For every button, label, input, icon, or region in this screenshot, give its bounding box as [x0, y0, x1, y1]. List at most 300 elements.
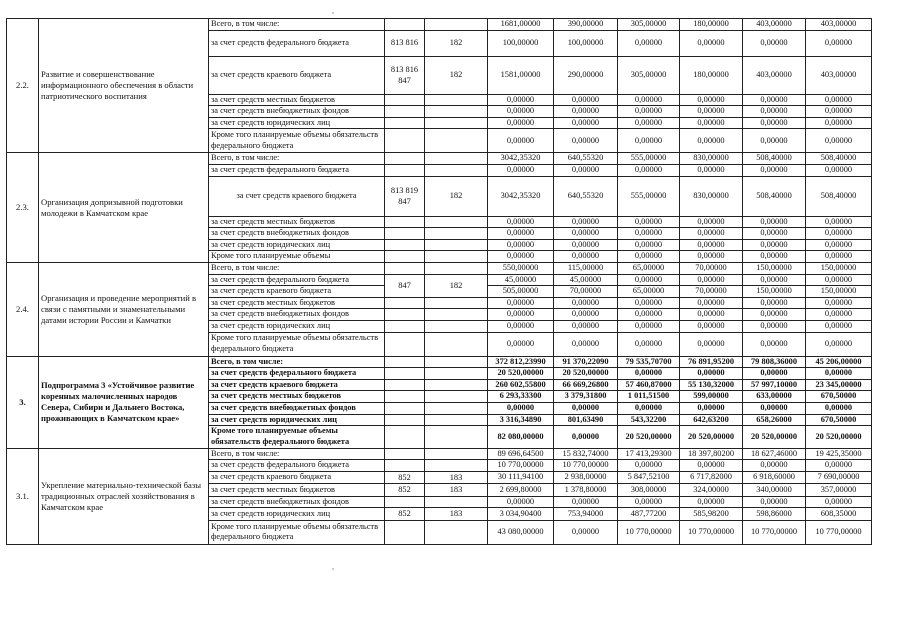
- amount-cell: 0,00000: [618, 496, 680, 508]
- amount-cell: 0,00000: [743, 297, 806, 309]
- table-row: [7, 262, 872, 274]
- program-code: 182: [425, 176, 488, 216]
- amount-cell: 7 690,00000: [806, 471, 872, 484]
- program-code: [425, 403, 488, 415]
- amount-cell: 0,00000: [618, 106, 680, 118]
- amount-cell: 0,00000: [618, 164, 680, 176]
- amount-cell: 6 293,33300: [488, 391, 554, 403]
- amount-cell: 0,00000: [618, 320, 680, 332]
- amount-cell: 0,00000: [618, 368, 680, 380]
- amount-cell: 0,00000: [743, 320, 806, 332]
- executor-code: [385, 520, 425, 544]
- amount-cell: 0,00000: [806, 94, 872, 106]
- program-code: 182: [425, 56, 488, 94]
- amount-cell: 0,00000: [554, 164, 618, 176]
- amount-cell: 18 397,80200: [680, 448, 743, 460]
- amount-cell: 0,00000: [680, 460, 743, 472]
- amount-cell: 20 520,00000: [806, 426, 872, 448]
- amount-cell: 6 918,60000: [743, 471, 806, 484]
- executor-code: [385, 164, 425, 176]
- funding-source: за счет средств внебюджетных фондов: [209, 496, 385, 508]
- amount-cell: 57 460,87000: [618, 379, 680, 391]
- measure-name: Развитие и совершенствование информационного обеспечения в области патриотического воспитания: [39, 19, 209, 153]
- amount-cell: 1 011,51500: [618, 391, 680, 403]
- executor-code: 852: [385, 484, 425, 497]
- amount-cell: 0,00000: [488, 297, 554, 309]
- amount-cell: 20 520,00000: [618, 426, 680, 448]
- funding-source: за счет средств федерального бюджета: [209, 274, 385, 286]
- row-number: 3.1.: [7, 448, 39, 544]
- executor-code: [385, 251, 425, 263]
- amount-cell: 0,00000: [806, 320, 872, 332]
- amount-cell: 0,00000: [554, 129, 618, 153]
- amount-cell: 66 669,26800: [554, 379, 618, 391]
- amount-cell: 403,00000: [806, 19, 872, 31]
- amount-cell: 508,40000: [806, 176, 872, 216]
- executor-code: [385, 426, 425, 448]
- executor-code: [385, 496, 425, 508]
- amount-cell: 505,00000: [488, 286, 554, 298]
- amount-cell: 1681,00000: [488, 19, 554, 31]
- amount-cell: 0,00000: [554, 520, 618, 544]
- executor-code: [385, 448, 425, 460]
- budget-table: [6, 18, 872, 545]
- amount-cell: 79 535,70700: [618, 356, 680, 368]
- amount-cell: 0,00000: [618, 297, 680, 309]
- amount-cell: 0,00000: [680, 164, 743, 176]
- executor-code: [385, 309, 425, 321]
- program-code: [425, 414, 488, 426]
- executor-code: [385, 356, 425, 368]
- amount-cell: 6 717,82000: [680, 471, 743, 484]
- amount-cell: 0,00000: [618, 94, 680, 106]
- funding-source: за счет средств внебюджетных фондов: [209, 228, 385, 240]
- amount-cell: 70,00000: [680, 286, 743, 298]
- amount-cell: 403,00000: [806, 56, 872, 94]
- amount-cell: 0,00000: [806, 460, 872, 472]
- funding-source: за счет средств федерального бюджета: [209, 164, 385, 176]
- amount-cell: 45,00000: [488, 274, 554, 286]
- amount-cell: 0,00000: [743, 216, 806, 228]
- measure-name: Подпрограмма 3 «Устойчивое развитие коренных малочисленных народов Севера, Сибири и Дальнего Востока, проживающих в Камчатском крае»: [39, 356, 209, 448]
- funding-source: за счет средств юридических лиц: [209, 117, 385, 129]
- program-code: [425, 368, 488, 380]
- program-code: [425, 216, 488, 228]
- amount-cell: 10 770,00000: [554, 460, 618, 472]
- amount-cell: 45 206,00000: [806, 356, 872, 368]
- amount-cell: 0,00000: [680, 129, 743, 153]
- executor-code: [385, 106, 425, 118]
- program-code: [425, 94, 488, 106]
- amount-cell: 0,00000: [743, 460, 806, 472]
- amount-cell: 670,50000: [806, 391, 872, 403]
- program-code: [425, 117, 488, 129]
- amount-cell: 0,00000: [618, 216, 680, 228]
- executor-code: [385, 391, 425, 403]
- amount-cell: 10 770,00000: [680, 520, 743, 544]
- amount-cell: 0,00000: [743, 309, 806, 321]
- amount-cell: 0,00000: [554, 228, 618, 240]
- amount-cell: 20 520,00000: [743, 426, 806, 448]
- amount-cell: 0,00000: [488, 239, 554, 251]
- amount-cell: 0,00000: [488, 129, 554, 153]
- amount-cell: 0,00000: [680, 251, 743, 263]
- program-code: [425, 356, 488, 368]
- punch-mark: [332, 12, 334, 14]
- program-code: 183: [425, 508, 488, 521]
- amount-cell: 608,35000: [806, 508, 872, 521]
- amount-cell: 753,94000: [554, 508, 618, 521]
- amount-cell: 305,00000: [618, 56, 680, 94]
- funding-source: за счет средств юридических лиц: [209, 320, 385, 332]
- amount-cell: 0,00000: [554, 216, 618, 228]
- amount-cell: 0,00000: [554, 251, 618, 263]
- funding-source: Всего, в том числе:: [209, 448, 385, 460]
- executor-code: [385, 153, 425, 165]
- amount-cell: 0,00000: [743, 117, 806, 129]
- amount-cell: 15 832,74000: [554, 448, 618, 460]
- amount-cell: 43 080,00000: [488, 520, 554, 544]
- funding-source: за счет средств юридических лиц: [209, 239, 385, 251]
- executor-code: [385, 320, 425, 332]
- amount-cell: 0,00000: [488, 94, 554, 106]
- amount-cell: 0,00000: [743, 251, 806, 263]
- amount-cell: 10 770,00000: [618, 520, 680, 544]
- amount-cell: 0,00000: [618, 309, 680, 321]
- amount-cell: 0,00000: [806, 274, 872, 286]
- amount-cell: 403,00000: [743, 56, 806, 94]
- program-code: [425, 460, 488, 472]
- funding-source: за счет средств юридических лиц: [209, 414, 385, 426]
- amount-cell: 0,00000: [743, 94, 806, 106]
- amount-cell: 0,00000: [680, 368, 743, 380]
- funding-source: за счет средств местных бюджетов: [209, 391, 385, 403]
- amount-cell: 1 378,80000: [554, 484, 618, 497]
- program-code: [425, 448, 488, 460]
- amount-cell: 30 111,94100: [488, 471, 554, 484]
- funding-source: Кроме того планируемые объемы обязательств федерального бюджета: [209, 332, 385, 356]
- funding-source: за счет средств внебюджетных фондов: [209, 309, 385, 321]
- program-code: [425, 391, 488, 403]
- amount-cell: 357,00000: [806, 484, 872, 497]
- amount-cell: 508,40000: [743, 176, 806, 216]
- amount-cell: 91 370,22090: [554, 356, 618, 368]
- amount-cell: 19 425,35000: [806, 448, 872, 460]
- row-number: 3.: [7, 356, 39, 448]
- amount-cell: 0,00000: [806, 117, 872, 129]
- amount-cell: 543,32200: [618, 414, 680, 426]
- executor-code: [385, 414, 425, 426]
- row-number: 2.4.: [7, 262, 39, 356]
- amount-cell: 2 938,00000: [554, 471, 618, 484]
- amount-cell: 0,00000: [554, 106, 618, 118]
- amount-cell: 670,50000: [806, 414, 872, 426]
- funding-source: Всего, в том числе:: [209, 153, 385, 165]
- amount-cell: 20 520,00000: [488, 368, 554, 380]
- program-code: 183: [425, 471, 488, 484]
- amount-cell: 0,00000: [618, 228, 680, 240]
- amount-cell: 0,00000: [680, 117, 743, 129]
- amount-cell: 70,00000: [680, 262, 743, 274]
- amount-cell: 0,00000: [680, 30, 743, 56]
- amount-cell: 0,00000: [806, 403, 872, 415]
- amount-cell: 0,00000: [554, 239, 618, 251]
- amount-cell: 82 080,00000: [488, 426, 554, 448]
- table-row: [7, 448, 872, 460]
- amount-cell: 0,00000: [806, 496, 872, 508]
- program-code: [425, 309, 488, 321]
- program-code: [425, 153, 488, 165]
- funding-source: Всего, в том числе:: [209, 356, 385, 368]
- funding-source: Кроме того планируемые объемы обязательств федерального бюджета: [209, 520, 385, 544]
- amount-cell: 0,00000: [488, 403, 554, 415]
- amount-cell: 508,40000: [743, 153, 806, 165]
- amount-cell: 640,55320: [554, 153, 618, 165]
- program-code: [425, 251, 488, 263]
- executor-code: [385, 368, 425, 380]
- amount-cell: 10 770,00000: [488, 460, 554, 472]
- amount-cell: 10 770,00000: [743, 520, 806, 544]
- amount-cell: 0,00000: [680, 332, 743, 356]
- amount-cell: 20 520,00000: [680, 426, 743, 448]
- amount-cell: 150,00000: [743, 262, 806, 274]
- row-number: 2.2.: [7, 19, 39, 153]
- amount-cell: 0,00000: [806, 129, 872, 153]
- amount-cell: 1581,00000: [488, 56, 554, 94]
- amount-cell: 340,00000: [743, 484, 806, 497]
- funding-source: Всего, в том числе:: [209, 19, 385, 31]
- amount-cell: 0,00000: [618, 274, 680, 286]
- amount-cell: 0,00000: [743, 228, 806, 240]
- amount-cell: 0,00000: [743, 106, 806, 118]
- amount-cell: 0,00000: [743, 239, 806, 251]
- amount-cell: 598,86000: [743, 508, 806, 521]
- amount-cell: 0,00000: [806, 309, 872, 321]
- amount-cell: 830,00000: [680, 176, 743, 216]
- amount-cell: 0,00000: [680, 228, 743, 240]
- executor-code: [385, 379, 425, 391]
- amount-cell: 76 891,95200: [680, 356, 743, 368]
- amount-cell: 0,00000: [488, 117, 554, 129]
- amount-cell: 0,00000: [618, 251, 680, 263]
- executor-code: [385, 332, 425, 356]
- program-code: [425, 129, 488, 153]
- amount-cell: 487,77200: [618, 508, 680, 521]
- executor-code: 852: [385, 508, 425, 521]
- amount-cell: 0,00000: [680, 320, 743, 332]
- executor-code: [385, 262, 425, 274]
- amount-cell: 0,00000: [618, 239, 680, 251]
- program-code: [425, 496, 488, 508]
- amount-cell: 0,00000: [680, 106, 743, 118]
- amount-cell: 403,00000: [743, 19, 806, 31]
- amount-cell: 308,00000: [618, 484, 680, 497]
- amount-cell: 0,00000: [680, 239, 743, 251]
- measure-name: Организация допризывной подготовки молодежи в Камчатском крае: [39, 153, 209, 263]
- amount-cell: 0,00000: [806, 228, 872, 240]
- amount-cell: 658,26000: [743, 414, 806, 426]
- amount-cell: 0,00000: [488, 320, 554, 332]
- punch-mark: [332, 568, 334, 570]
- amount-cell: 0,00000: [618, 129, 680, 153]
- amount-cell: 3042,35320: [488, 176, 554, 216]
- measure-name: Укрепление материально-технической базы традиционных отраслей хозяйствования в Камчатском крае: [39, 448, 209, 544]
- amount-cell: 20 520,00000: [554, 368, 618, 380]
- executor-code: [385, 460, 425, 472]
- amount-cell: 0,00000: [488, 332, 554, 356]
- amount-cell: 65,00000: [618, 286, 680, 298]
- funding-source: Кроме того планируемые объемы обязательств федерального бюджета: [209, 426, 385, 448]
- amount-cell: 324,00000: [680, 484, 743, 497]
- amount-cell: 0,00000: [488, 251, 554, 263]
- amount-cell: 0,00000: [488, 164, 554, 176]
- amount-cell: 0,00000: [680, 216, 743, 228]
- program-code: [425, 228, 488, 240]
- amount-cell: 70,00000: [554, 286, 618, 298]
- program-code: [425, 106, 488, 118]
- amount-cell: 0,00000: [743, 368, 806, 380]
- amount-cell: 0,00000: [806, 239, 872, 251]
- amount-cell: 0,00000: [680, 309, 743, 321]
- amount-cell: 180,00000: [680, 19, 743, 31]
- funding-source: за счет средств внебюджетных фондов: [209, 403, 385, 415]
- amount-cell: 0,00000: [618, 403, 680, 415]
- amount-cell: 0,00000: [554, 426, 618, 448]
- amount-cell: 0,00000: [743, 274, 806, 286]
- program-code: 182: [425, 30, 488, 56]
- executor-code: 813 816 847: [385, 56, 425, 94]
- funding-source: за счет средств федерального бюджета: [209, 368, 385, 380]
- program-code: 182: [425, 274, 488, 297]
- amount-cell: 0,00000: [618, 332, 680, 356]
- funding-source: за счет средств краевого бюджета: [209, 56, 385, 94]
- program-code: [425, 320, 488, 332]
- amount-cell: 2 699,80000: [488, 484, 554, 497]
- funding-source: за счет средств федерального бюджета: [209, 30, 385, 56]
- program-code: [425, 332, 488, 356]
- amount-cell: 0,00000: [743, 30, 806, 56]
- amount-cell: 10 770,00000: [806, 520, 872, 544]
- measure-name: Организация и проведение мероприятий в связи с памятными и знаменательными датами истории России и Камчатки: [39, 262, 209, 356]
- amount-cell: 0,00000: [488, 216, 554, 228]
- amount-cell: 100,00000: [488, 30, 554, 56]
- amount-cell: 150,00000: [743, 286, 806, 298]
- amount-cell: 0,00000: [743, 129, 806, 153]
- amount-cell: 0,00000: [743, 164, 806, 176]
- funding-source: за счет средств краевого бюджета: [209, 471, 385, 484]
- amount-cell: 0,00000: [554, 320, 618, 332]
- amount-cell: 642,63200: [680, 414, 743, 426]
- amount-cell: 150,00000: [806, 262, 872, 274]
- program-code: [425, 19, 488, 31]
- executor-code: [385, 228, 425, 240]
- program-code: [425, 426, 488, 448]
- amount-cell: 0,00000: [806, 368, 872, 380]
- amount-cell: 65,00000: [618, 262, 680, 274]
- executor-code: [385, 216, 425, 228]
- amount-cell: 390,00000: [554, 19, 618, 31]
- amount-cell: 0,00000: [806, 164, 872, 176]
- table-row: [7, 356, 872, 368]
- amount-cell: 23 345,00000: [806, 379, 872, 391]
- amount-cell: 555,00000: [618, 176, 680, 216]
- amount-cell: 640,55320: [554, 176, 618, 216]
- program-code: [425, 262, 488, 274]
- amount-cell: 0,00000: [554, 403, 618, 415]
- amount-cell: 0,00000: [554, 94, 618, 106]
- funding-source: за счет средств краевого бюджета: [209, 286, 385, 298]
- funding-source: за счет средств юридических лиц: [209, 508, 385, 521]
- executor-code: 847: [385, 274, 425, 297]
- amount-cell: 0,00000: [743, 403, 806, 415]
- funding-source: Всего, в том числе:: [209, 262, 385, 274]
- executor-code: [385, 403, 425, 415]
- executor-code: [385, 129, 425, 153]
- amount-cell: 0,00000: [806, 30, 872, 56]
- amount-cell: 830,00000: [680, 153, 743, 165]
- funding-source: за счет средств местных бюджетов: [209, 297, 385, 309]
- table-row: [7, 153, 872, 165]
- amount-cell: 57 997,10000: [743, 379, 806, 391]
- executor-code: [385, 297, 425, 309]
- amount-cell: 633,00000: [743, 391, 806, 403]
- executor-code: 813 816: [385, 30, 425, 56]
- program-code: [425, 297, 488, 309]
- row-number: 2.3.: [7, 153, 39, 263]
- executor-code: 813 819 847: [385, 176, 425, 216]
- amount-cell: 18 627,46000: [743, 448, 806, 460]
- amount-cell: 0,00000: [618, 30, 680, 56]
- amount-cell: 0,00000: [554, 297, 618, 309]
- amount-cell: 0,00000: [554, 332, 618, 356]
- amount-cell: 5 847,52100: [618, 471, 680, 484]
- funding-source: за счет средств местных бюджетов: [209, 94, 385, 106]
- amount-cell: 0,00000: [554, 496, 618, 508]
- amount-cell: 3 034,90400: [488, 508, 554, 521]
- amount-cell: 0,00000: [806, 251, 872, 263]
- funding-source: за счет средств федерального бюджета: [209, 460, 385, 472]
- amount-cell: 508,40000: [806, 153, 872, 165]
- amount-cell: 0,00000: [680, 403, 743, 415]
- amount-cell: 372 812,23990: [488, 356, 554, 368]
- amount-cell: 180,00000: [680, 56, 743, 94]
- amount-cell: 150,00000: [806, 286, 872, 298]
- amount-cell: 0,00000: [806, 332, 872, 356]
- amount-cell: 0,00000: [488, 106, 554, 118]
- amount-cell: 100,00000: [554, 30, 618, 56]
- funding-source: Кроме того планируемые объемы обязательств федерального бюджета: [209, 129, 385, 153]
- program-code: [425, 379, 488, 391]
- amount-cell: 585,98200: [680, 508, 743, 521]
- amount-cell: 0,00000: [554, 309, 618, 321]
- amount-cell: 3042,35320: [488, 153, 554, 165]
- program-code: [425, 164, 488, 176]
- amount-cell: 0,00000: [618, 460, 680, 472]
- program-code: [425, 520, 488, 544]
- amount-cell: 0,00000: [488, 309, 554, 321]
- amount-cell: 0,00000: [618, 117, 680, 129]
- table-row: [7, 19, 872, 31]
- amount-cell: 0,00000: [806, 297, 872, 309]
- funding-source: за счет средств внебюджетных фондов: [209, 106, 385, 118]
- executor-code: 852: [385, 471, 425, 484]
- program-code: 183: [425, 484, 488, 497]
- funding-source: Кроме того планируемые объемы: [209, 251, 385, 263]
- amount-cell: 0,00000: [680, 94, 743, 106]
- funding-source: за счет средств местных бюджетов: [209, 216, 385, 228]
- amount-cell: 89 696,64500: [488, 448, 554, 460]
- amount-cell: 260 602,55800: [488, 379, 554, 391]
